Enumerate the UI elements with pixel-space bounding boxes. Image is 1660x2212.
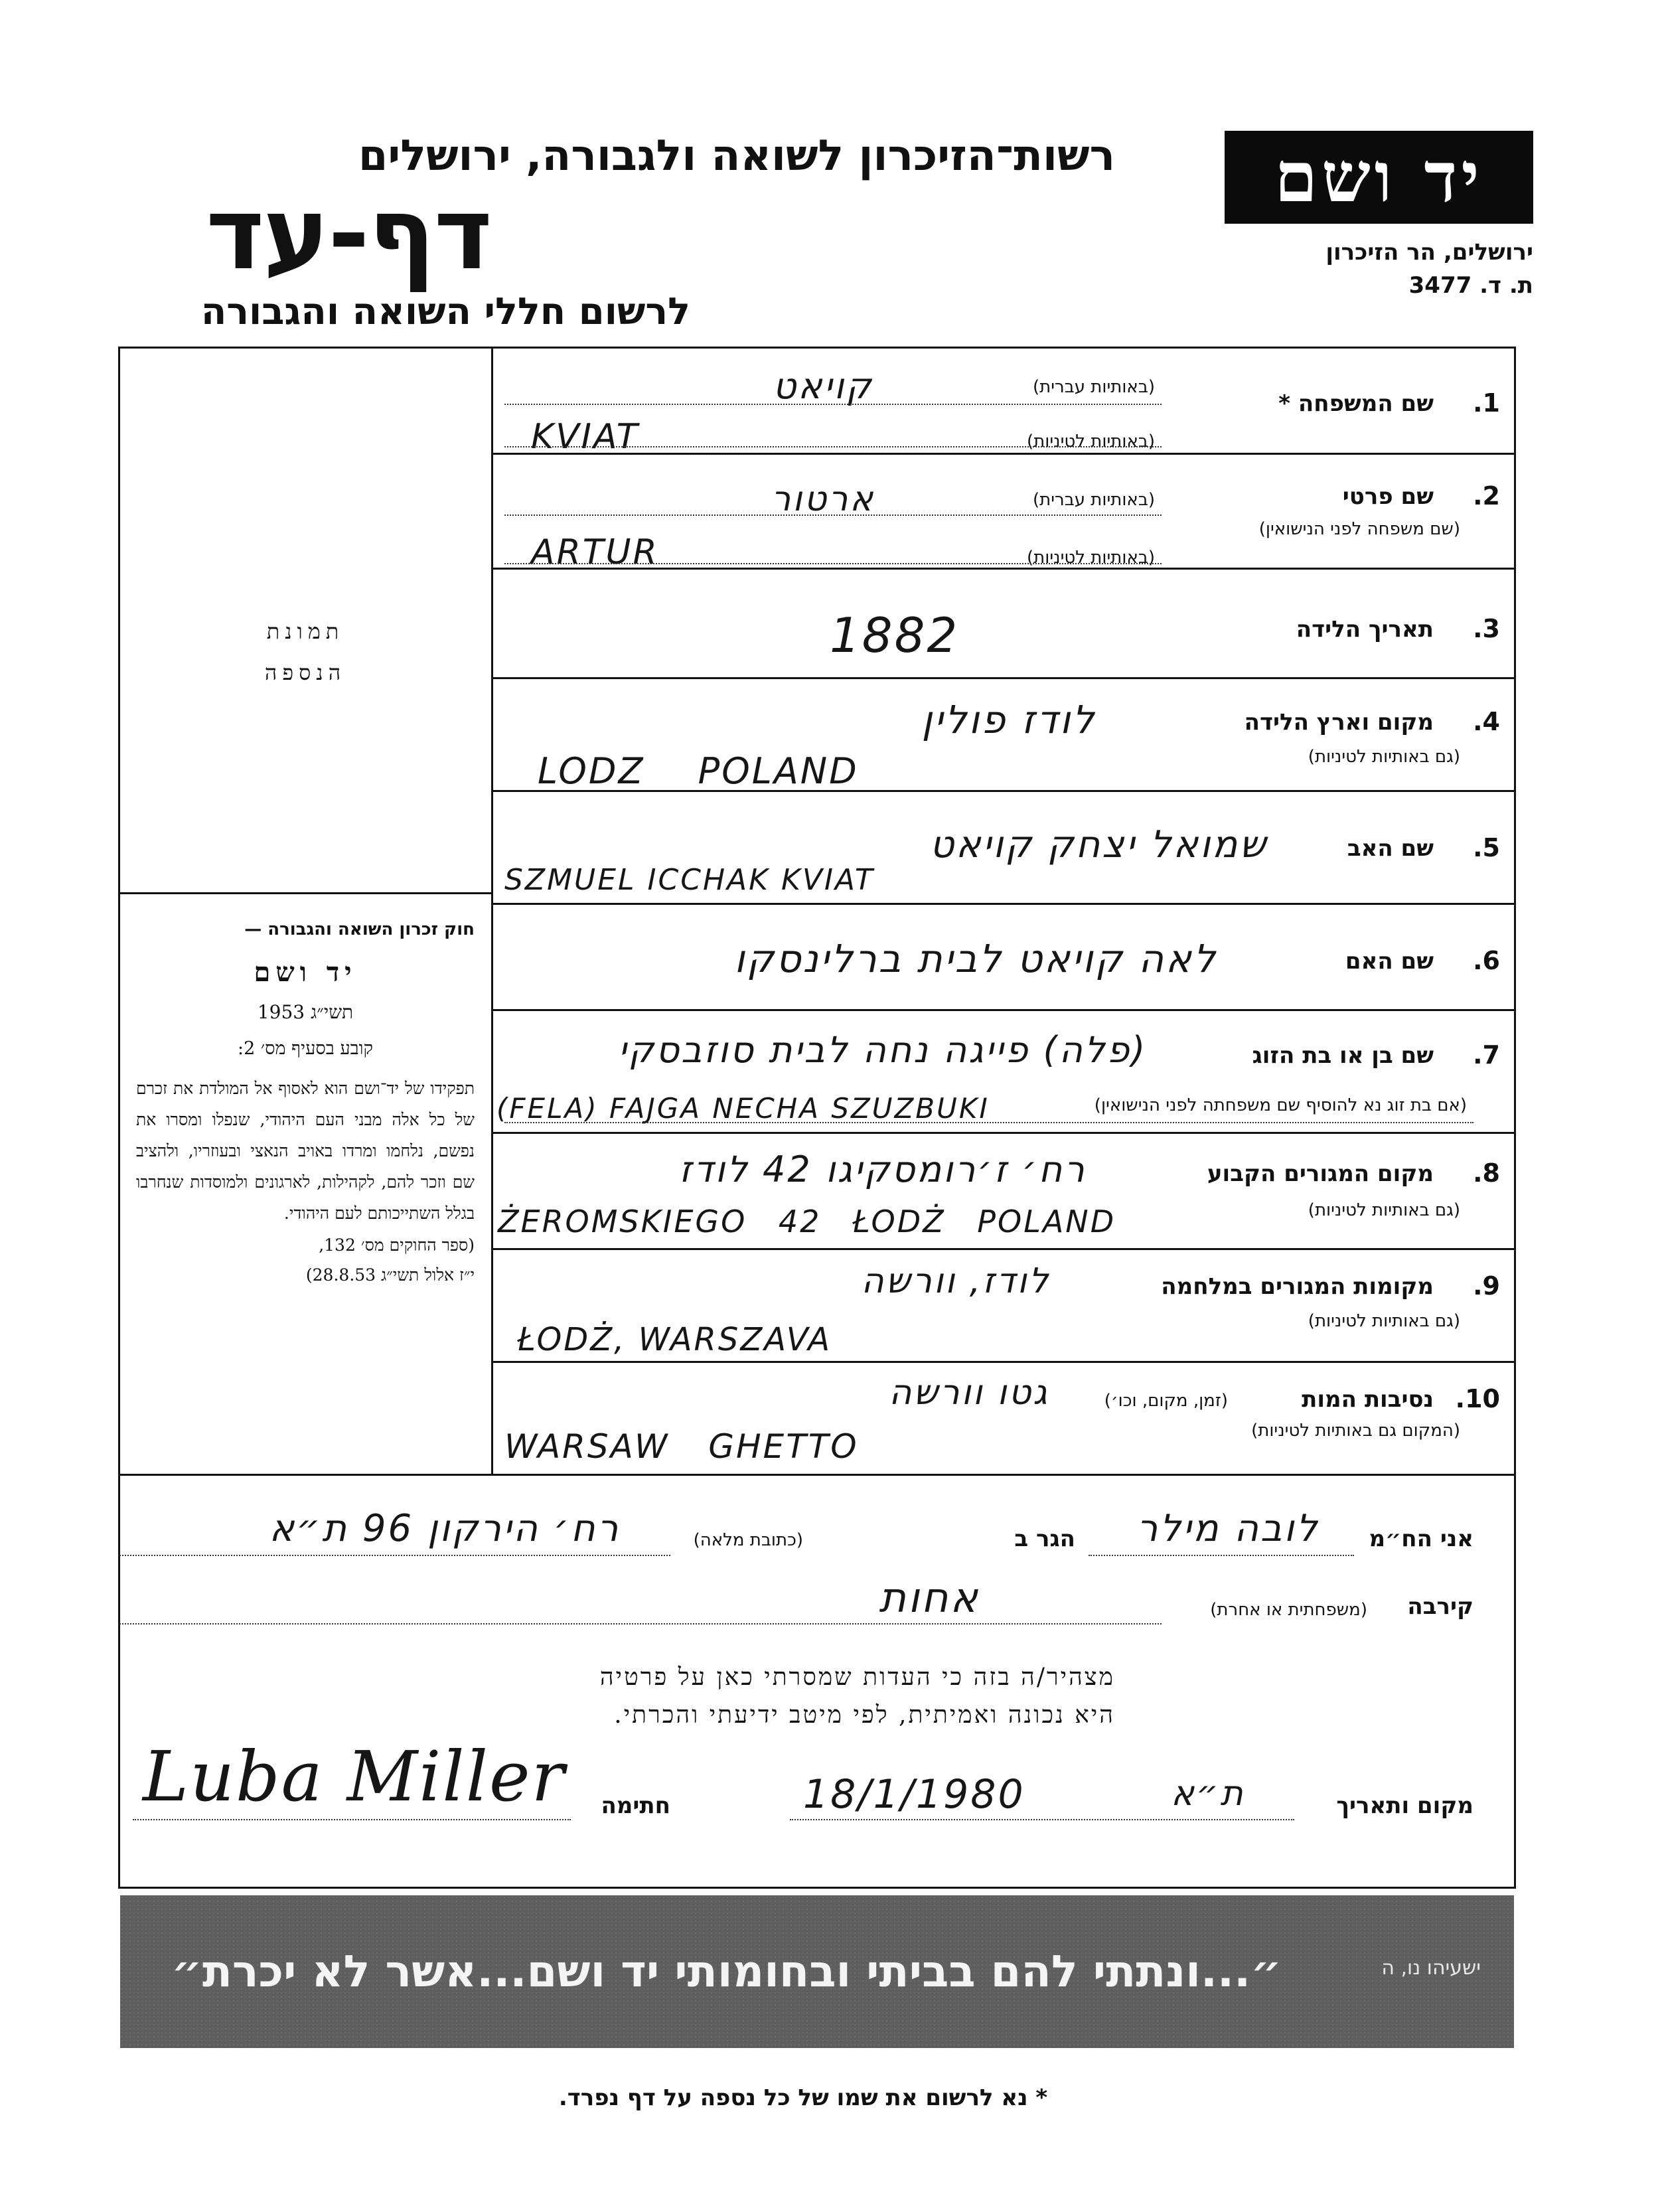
field-7-spouse-note: (אם בת זוג נא להוסיף שם משפחתה לפני הנישואין) (1094, 1095, 1467, 1115)
field-9-label: מקומות המגורים במלחמה (1161, 1273, 1434, 1300)
field-7-value-hebrew: (פלה) פייגה נחה לבית סוזבסקי (618, 1029, 1148, 1071)
signature-label: חתימה (601, 1792, 670, 1819)
field-5-number: 5. (1473, 833, 1500, 862)
field-8-value-latin: ŻEROMSKIEGO 42 ŁODŻ POLAND (498, 1204, 1116, 1239)
law-clause: קובע בסעיף מס׳ 2: (237, 1038, 373, 1059)
law-title: חוק זכרון השואה והגבורה — (244, 919, 475, 939)
organization-line: רשות־הזיכרון לשואה ולגבורה, ירושלים (358, 131, 1115, 181)
signature-value: Luba Miller (143, 1736, 566, 1817)
field-3-label: תאריך הלידה (1296, 616, 1434, 643)
relation-hint: (משפחתית או אחרת) (1210, 1600, 1367, 1620)
field-5-label: שם האב (1347, 835, 1434, 862)
address-line-1: ירושלים, הר הזיכרון (1325, 239, 1533, 266)
field-10-value-hebrew: גטו וורשה (889, 1373, 1049, 1413)
field-1-value-hebrew: קויאט (773, 365, 873, 407)
relation-value: אחות (879, 1573, 980, 1622)
field-2-hint-hebrew: (באותיות עברית) (1032, 490, 1155, 510)
address-hint: (כתובת מלאה) (693, 1530, 803, 1550)
field-8-latin-note: (גם באותיות לטיניות) (1308, 1200, 1460, 1220)
field-5-value-latin: SZMUEL ICCHAK KVIAT (504, 863, 875, 897)
law-name: יד ושם (254, 957, 357, 988)
banner-source: ישעיהו נו, ה (1381, 1956, 1481, 1980)
field-10-number: 10. (1455, 1384, 1500, 1413)
field-7-value-latin: (FELA) FAJGA NECHA SZUZBUKI (496, 1092, 990, 1125)
form-subtitle: לרשום חללי השואה והגבורה (200, 290, 690, 333)
date-value: 18/1/1980 (803, 1771, 1025, 1818)
photo-label-1: תמונת (266, 619, 344, 644)
law-year: תשי״ג 1953 (257, 1001, 354, 1023)
field-2-number: 2. (1473, 481, 1500, 511)
yad-vashem-logo (1225, 131, 1533, 224)
law-date: י״ז אלול תשי״ג 28.8.53) (305, 1265, 475, 1285)
field-1-label: שם המשפחה * (1278, 390, 1434, 417)
field-1-number: 1. (1473, 388, 1500, 418)
field-2-hint-latin: (באותיות לטיניות) (1027, 548, 1155, 568)
declaration-statement-2: היא נכונה ואמיתית, לפי מיטב ידיעתי והכרתי. (614, 1701, 1115, 1729)
field-10-label: נסיבות המות (1302, 1386, 1434, 1413)
field-6-label: שם האם (1345, 948, 1434, 975)
field-2-maiden-note: (שם משפחה לפני הנישואין) (1258, 519, 1460, 539)
field-9-latin-note: (גם באותיות לטיניות) (1308, 1311, 1460, 1331)
field-8-number: 8. (1473, 1158, 1500, 1188)
field-10-hint: (זמן, מקום, וכו׳) (1104, 1391, 1228, 1411)
field-10-latin-note: (המקום גם באותיות לטיניות) (1251, 1421, 1460, 1441)
field-1-hint-hebrew: (באותיות עברית) (1032, 377, 1155, 397)
place-value: ת״א (1171, 1774, 1245, 1814)
field-1-value-latin: KVIAT (531, 417, 640, 457)
quote-banner (120, 1895, 1514, 2048)
field-1-hint-latin: (באותיות לטיניות) (1027, 432, 1155, 451)
declaration-statement-1: מצהיר/ה בזה כי העדות שמסרתי כאן על פרטיה (599, 1664, 1115, 1691)
law-box (136, 909, 475, 1289)
field-9-value-latin: ŁODŻ, WARSZAVA (518, 1321, 832, 1358)
field-9-value-hebrew: לודז, וורשה (861, 1261, 1051, 1301)
logo-text: יד ושם (1274, 136, 1483, 218)
place-date-label: מקום ותאריך (1336, 1792, 1473, 1819)
field-8-value-hebrew: רח׳ ז׳רומסקיגו 42 לודז (679, 1148, 1087, 1190)
field-2-value-hebrew: ארטור (771, 479, 875, 519)
field-4-label: מקום וארץ הלידה (1244, 709, 1434, 736)
field-8-label: מקום המגורים הקבוע (1207, 1160, 1434, 1187)
field-2-value-latin: ARTUR (531, 532, 659, 572)
banner-quote: ״...ונתתי להם בביתי ובחומותי יד ושם...אשר לא יכרת״ (171, 1946, 1282, 1997)
law-body: תפקידו של יד־ושם הוא לאסוף אל המולדת את זכרם של כל אלה מבני העם היהודי, שנפלו ומסרו את נפשם, נלחמו ומרדו באויב הנאצי ובעוזריו, ולהציב שם וזכר להם, לקהילות, לארגונים ולמוסדות שנחרבו בגלל השתייכותם לעם היהודי. (136, 1079, 475, 1223)
resides-label: הגר ב (1014, 1526, 1075, 1552)
field-2-label: שם פרטי (1342, 483, 1434, 510)
field-3-value: 1882 (830, 607, 960, 663)
field-3-number: 3. (1473, 614, 1500, 643)
field-9-number: 9. (1473, 1271, 1500, 1301)
field-4-value-hebrew: לודז פולין (921, 697, 1096, 742)
field-4-number: 4. (1473, 707, 1500, 736)
field-7-number: 7. (1473, 1040, 1500, 1069)
witness-label: אני הח״מ (1369, 1526, 1473, 1552)
field-4-latin-note: (גם באותיות לטיניות) (1308, 747, 1460, 767)
photo-label-2: הנספה (264, 660, 346, 685)
field-6-value: לאה קויאט לבית ברלינסקו (734, 936, 1217, 981)
address-line-2: ת. ד. 3477 (1408, 272, 1533, 299)
field-7-label: שם בן או בת הזוג (1252, 1042, 1434, 1069)
footnote: * נא לרשום את שמו של כל נספה על דף נפרד. (558, 2085, 1048, 2111)
photo-placeholder (126, 611, 485, 693)
field-4-value-latin: LODZ POLAND (538, 750, 859, 792)
address-value: רח׳ הירקון 96 ת״א (269, 1507, 621, 1550)
law-source: (ספר החוקים מס׳ 132, (319, 1235, 475, 1255)
field-6-number: 6. (1473, 946, 1500, 975)
field-10-value-latin: WARSAW GHETTO (504, 1427, 859, 1466)
form-title: דף-עד (206, 177, 491, 292)
field-5-value-hebrew: שמואל יצחק קויאט (929, 823, 1268, 866)
witness-name: לובה מילר (1136, 1507, 1320, 1550)
relation-label: קירבה (1407, 1593, 1473, 1620)
